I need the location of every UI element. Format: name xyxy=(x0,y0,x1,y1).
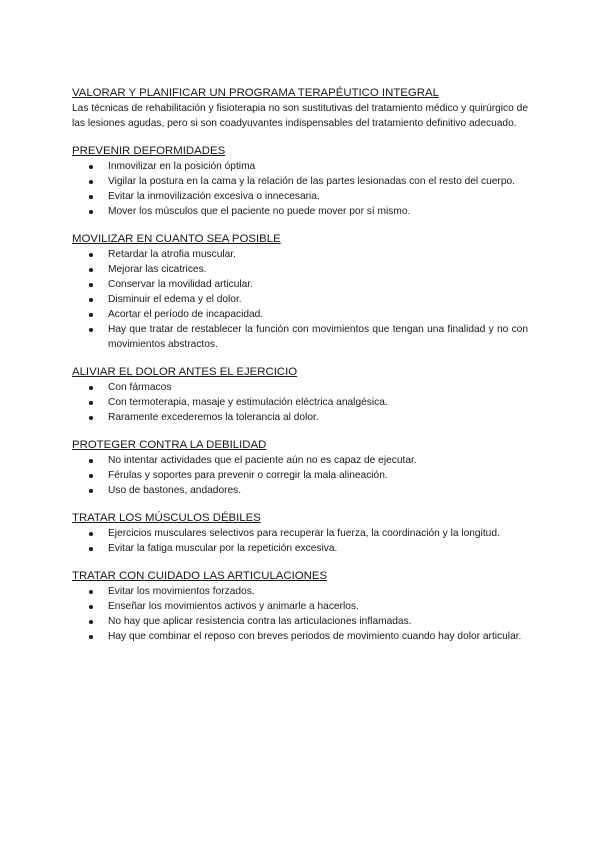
list-item xyxy=(72,204,528,219)
bullet-icon xyxy=(89,283,93,287)
list-item-text: Mover los músculos que el paciente no puede mover por sí mismo. xyxy=(108,206,411,217)
bullet-icon xyxy=(89,386,93,390)
bullet-icon xyxy=(89,416,93,420)
bullet-list xyxy=(72,584,528,644)
list-item xyxy=(72,629,528,644)
bullet-icon xyxy=(89,328,93,332)
list-item-text: Hay que tratar de restablecer la función con movimientos que tengan una finalidad y no con movimientos abstractos. xyxy=(108,324,528,350)
list-item-text: Conservar la movilidad articular. xyxy=(108,279,253,290)
list-item xyxy=(72,395,528,410)
bullet-icon xyxy=(89,532,93,536)
section-heading: TRATAR CON CUIDADO LAS ARTICULACIONES xyxy=(72,570,328,582)
section-tratar-musculos xyxy=(72,511,528,556)
section-heading: MOVILIZAR EN CUANTO SEA POSIBLE xyxy=(72,233,281,245)
list-item xyxy=(72,307,528,322)
bullet-icon xyxy=(89,489,93,493)
list-item xyxy=(72,247,528,262)
list-item-text: Mejorar las cicatrices. xyxy=(108,264,207,275)
bullet-list xyxy=(72,247,528,352)
section-proteger xyxy=(72,438,528,498)
list-item-text: Evitar los movimientos forzados. xyxy=(108,586,255,597)
list-item-text: Raramente excederemos la tolerancia al dolor. xyxy=(108,412,319,423)
list-item-text: Inmovilizar en la posición óptima xyxy=(108,161,256,172)
list-item-text: Con termoterapia, masaje y estimulación eléctrica analgésica. xyxy=(108,397,388,408)
bullet-icon xyxy=(89,298,93,302)
list-item-text: Ejercicios musculares selectivos para recuperar la fuerza, la coordinación y la longitud. xyxy=(108,528,500,539)
list-item-text: Con fármacos xyxy=(108,382,172,393)
list-item-text: No hay que aplicar resistencia contra las articulaciones inflamadas. xyxy=(108,616,412,627)
list-item-text: Disminuir el edema y el dolor. xyxy=(108,294,242,305)
list-item xyxy=(72,277,528,292)
bullet-icon xyxy=(89,474,93,478)
bullet-icon xyxy=(89,590,93,594)
section-heading: VALORAR Y PLANIFICAR UN PROGRAMA TERAPÉUTICO INTEGRAL xyxy=(72,87,439,99)
bullet-icon xyxy=(89,605,93,609)
section-prevenir xyxy=(72,144,528,219)
section-heading: PROTEGER CONTRA LA DEBILIDAD xyxy=(72,439,267,451)
list-item-text: Vigilar la postura en la cama y la relación de las partes lesionadas con el resto del cuerpo. xyxy=(108,176,515,187)
list-item xyxy=(72,541,528,556)
bullet-list xyxy=(72,526,528,556)
list-item xyxy=(72,174,528,189)
list-item xyxy=(72,292,528,307)
section-tratar-articulaciones xyxy=(72,569,528,644)
section-aliviar xyxy=(72,365,528,425)
list-item-text: Uso de bastones, andadores. xyxy=(108,485,242,496)
list-item xyxy=(72,262,528,277)
list-item xyxy=(72,614,528,629)
bullet-icon xyxy=(89,313,93,317)
section-movilizar xyxy=(72,232,528,352)
list-item xyxy=(72,453,528,468)
bullet-icon xyxy=(89,635,93,639)
bullet-list xyxy=(72,159,528,219)
list-item xyxy=(72,410,528,425)
list-item xyxy=(72,159,528,174)
list-item-text: No intentar actividades que el paciente aún no es capaz de ejecutar. xyxy=(108,455,417,466)
bullet-icon xyxy=(89,547,93,551)
bullet-icon xyxy=(89,253,93,257)
bullet-icon xyxy=(89,459,93,463)
list-item-text: Férulas y soportes para prevenir o corregir la mala alineación. xyxy=(108,470,388,481)
section-heading: ALIVIAR EL DOLOR ANTES EL EJERCICIO xyxy=(72,366,298,378)
bullet-icon xyxy=(89,620,93,624)
list-item xyxy=(72,468,528,483)
bullet-icon xyxy=(89,210,93,214)
list-item xyxy=(72,483,528,498)
section-valorar xyxy=(72,86,528,131)
list-item-text: Enseñar los movimientos activos y animarle a hacerlos. xyxy=(108,601,359,612)
list-item xyxy=(72,584,528,599)
section-intro-paragraph: Las técnicas de rehabilitación y fisioterapia no son sustitutivas del tratamiento médico y quirúrgico de las lesiones agudas, pero si son coadyuvantes indispensables del tratamiento definitivo adecuado. xyxy=(72,103,528,129)
document-page xyxy=(72,86,528,644)
list-item xyxy=(72,322,528,352)
bullet-icon xyxy=(89,195,93,199)
list-item xyxy=(72,380,528,395)
bullet-icon xyxy=(89,165,93,169)
list-item xyxy=(72,526,528,541)
bullet-list xyxy=(72,380,528,425)
section-heading: PREVENIR DEFORMIDADES xyxy=(72,145,226,157)
list-item-text: Evitar la inmovilización excesiva o innecesaria. xyxy=(108,191,320,202)
list-item-text: Acortar el período de incapacidad. xyxy=(108,309,264,320)
section-heading: TRATAR LOS MÚSCULOS DÉBILES xyxy=(72,512,261,524)
bullet-icon xyxy=(89,268,93,272)
list-item-text: Evitar la fatiga muscular por la repetición excesiva. xyxy=(108,543,338,554)
bullet-list xyxy=(72,453,528,498)
list-item-text: Retardar la atrofia muscular. xyxy=(108,249,236,260)
list-item-text: Hay que combinar el reposo con breves periodos de movimiento cuando hay dolor articular. xyxy=(108,631,522,642)
bullet-icon xyxy=(89,401,93,405)
list-item xyxy=(72,189,528,204)
bullet-icon xyxy=(89,180,93,184)
list-item xyxy=(72,599,528,614)
